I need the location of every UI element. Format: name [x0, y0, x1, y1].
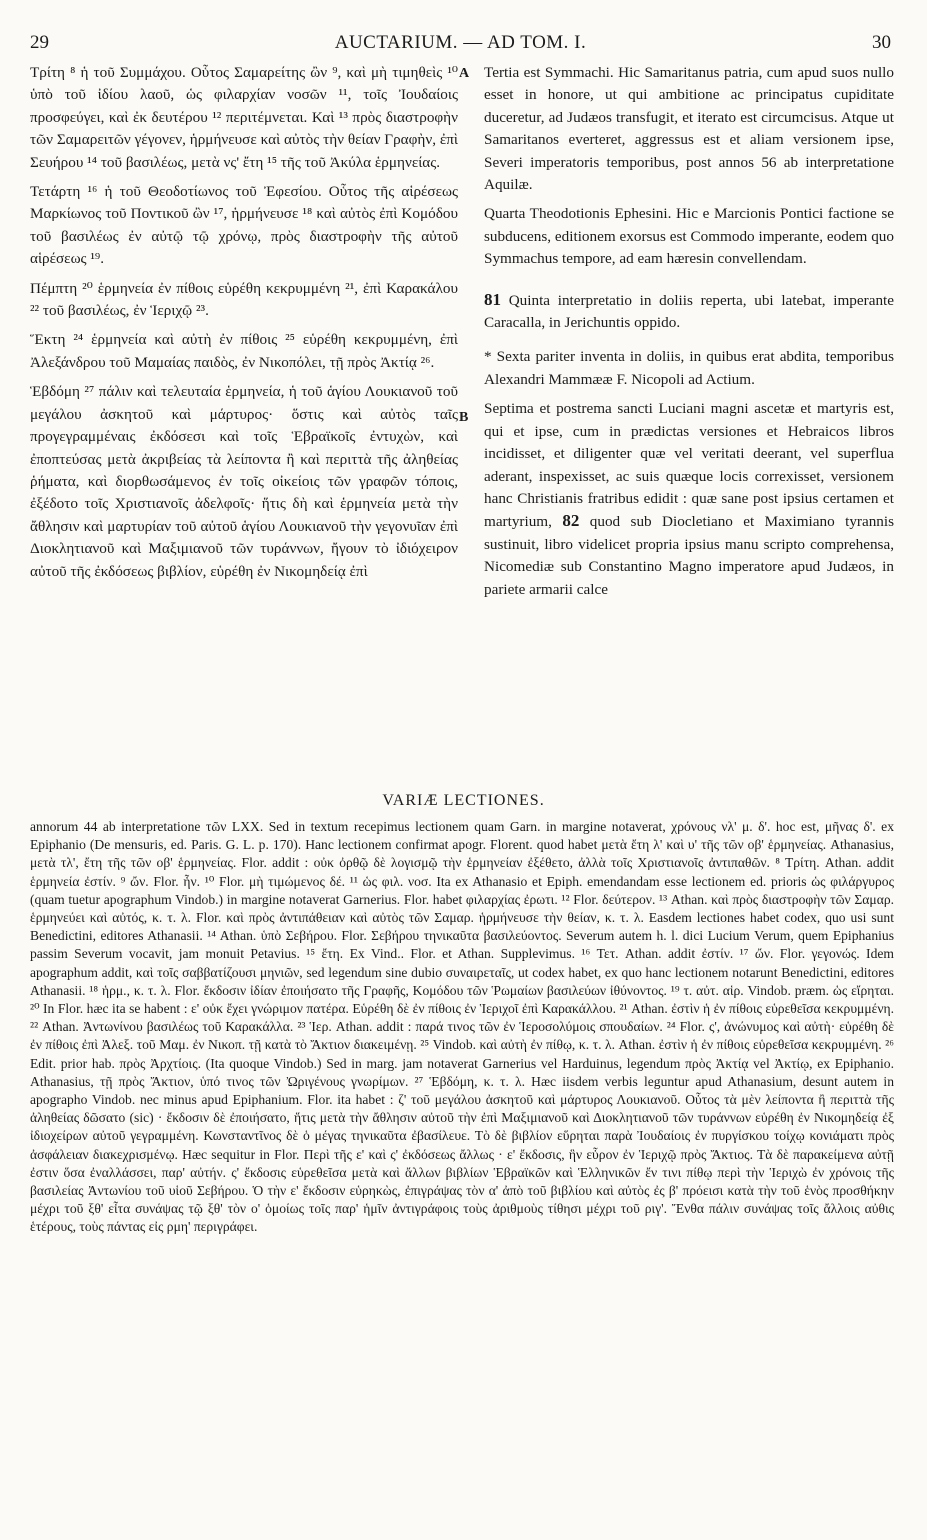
- section-number-82: 82: [562, 511, 580, 531]
- notes-text: annorum 44 ab interpretatione τῶν LXX. Sed in textum recepimus lectionem quam Garn. in margine notaverat, χρόνους νλ' μ. δ'. hoc est, μῆνας δ'. ex Epiphanio (De mensuris, ed. Paris. G. L. p. 170). Hanc lectionem confirmat apogr. Florent. quod habet μετὰ ἔτη λ' καὶ υ' τῆς τῶν οβ' ἑρμηνείας. Athanasius, μετὰ τλ', ἔτη τῆς τῶν οβ' ἑρμηνείας. Flor. addit : οὐκ ὀρθῷ δὲ λογισμῷ τὴν ἑρμηνείαν ἐξέθετο, ἀλλὰ τοῖς Χριστιανοῖς ἀντιπαθῶν. ⁸ Τρίτη. Athan. addit ἑρμηνεία ἐστίν. ⁹ ὤν. Flor. ἦν. ¹⁰ Flor. μὴ τιμώμενος δέ. ¹¹ ὡς φιλ. νοσ. Ita ex Athanasio et Epiph. emendandam esse lectionem ed. prioris ὡς φιλάργυρος (quam tuetur apographum Vindob.) in margine notaverat Garnerius. Flor. habet φιλαρχίας ἐρωτι. ¹² Flor. δεύτερον. ¹³ Athan. καὶ πρὸς διαστροφὴν τῶν Σαμαρ. ἑρμηνεύει καὶ αὐτός, κ. τ. λ. Flor. καὶ πρὸς ἀντιπάθειαν καὶ αὐτὸς τῶν Σαμαρ. ἡρμήνευσε τὴν θείαν, κ. τ. λ. Easdem lectiones habet codex, quo usi sunt Benedictini, editores Athanasii. ¹⁴ Athan. ὑπὸ Σεβήρου. Flor. Σεβήρου τηνικαῦτα βασιλεύοντος. Severum autem h. l. dici Lucium Verum, quem Epiphanius passim Severum vocavit, jam monuit Petavius. ¹⁵ ἔτη. Ex Vind.. Flor. et Athan. Supplevimus. ¹⁶ Τετ. Athan. addit ἐστίν. ¹⁷ ὤν. Flor. γεγονώς. Idem apographum addit, καὶ τοῖς σαββατίζουσι μηνιῶν, sed legendum sine dubio συναιρεταῖς, ut codex habet, ex quo hanc lectionem notarunt Benedictini, editores Athanasii. ¹⁸ ἡρμ., κ. τ. λ. Flor. ἔκδοσιν ἰδίαν ἐποιήσατο τῆς Γραφῆς, Κομόδου τῶν Ῥωμαίων βασιλεύων ἰθύνοντος. ¹⁹ τ. αὐτ. αἱρ. Vindob. præm. ὡς εἴρηται. ²⁰ In Flor. hæc ita se habent : ε' οὐκ ἔχει γνώριμον πατέρα. Εὑρέθη δὲ ἐν πίθοις ἐν Ἱεριχοῖ ἐπὶ Καρακάλλου. ²¹ Athan. ἐστὶν ἡ ἐν πίθοις εὑρεθεῖσα κεκρυμμένη. ²² Athan. Ἀντωνίνου βασιλέως τοῦ Καρακάλλα. ²³ Ἱερ. Athan. addit : παρά τινος τῶν ἐν Ἱεροσολύμοις σπουδαίων. ²⁴ Flor. ς', ἀνώνυμος καὶ αὐτὴ· εὑρέθη δὲ ἐν πίθοις ἐπὶ Ἀλεξ. τοῦ Μαμ. ἐν Νικοπ. τῇ κατὰ τὸ Ἄκτιον διακειμένῃ. ²⁵ Vindob. καὶ αὐτὴ ἐν πίθῳ, κ. τ. λ. Athan. ἐστὶν ἡ ἐν πίθοις εὑρεθεῖσα κεκρυμμένη. ²⁶ Edit. prior hab. πρὸς Ἀρχτίοις. (Ita quoque Vindob.) Sed in marg. jam notaverat Garnerius vel Harduinus, legendum πρὸς Ἀκτίᾳ vel Ἀκτίῳ, ex Epiphanio. Athanasius, τῇ πρὸς Ἄκτιον, ὑπό τινος τῶν Ὠριγένους γνωρίμων. ²⁷ Ἑβδόμη, κ. τ. λ. Hæc iisdem verbis leguntur apud Athanasium, desunt autem in apographo Vindob. nec minus apud Epiphanium. Flor. ita habet : ζ' τοῦ μεγάλου ἀσκητοῦ καὶ μάρτυρος Λουκιανοῦ. Οὗτος τὰ μὲν λείποντα ἢ περιττὰ τῆς ἀληθείας δῶσατο (sic) · ἔκδοσιν δὲ ἐποιήσατο, ἥτις μετὰ τὴν ἄθλησιν αὐτοῦ τὴν ἐπὶ Μαξιμιανοῦ καὶ Διοκλητιανοῦ τῶν τυράννων εὑρέθη ἐν Νικομηδείᾳ ἐξ ἰδιοχείρων αὐτοῦ γεγραμμένη. Κωνσταντῖνος δὲ ὁ μέγας τηνικαῦτα ἐβασίλευε. Τὸ δὲ βιβλίον εὕρηται παρὰ Ἰουδαίοις ἐν πυργίσκου τοίχῳ κονιάματι πρὸς ἀσφάλειαν διακεχρισμένῳ. Hæc sequitur in Flor. Περὶ τῆς ε' καὶ ς' ἐκδόσεως ἄλλως · ε' ἔκδοσις, ἣν εὗρον ἐν Ἱεριχῷ πρὸς Ἄκτιος. Τὰ δὲ παρακείμενα αὐτῇ ἐστιν ὅσα ἐναλλάσσει, παρ' αὐτήν. ς' ἔκδοσις εὑρεθεῖσα μετὰ καὶ ἄλλων βιβλίων Ἑβραϊκῶν καὶ Ἑλληνικῶν ἔν τινι πίθῳ περὶ τὴν Ἱεριχὼ ἐν χρόνοις τῆς βασιλείας Ἀντωνίου τοῦ υἱοῦ Σεβήρου. Ὁ τὴν ε' ἔκδοσιν εὑρηκὼς, ἐπιγράψας τὸν α' ἀπὸ τοῦ βιβλίου καὶ αὐτὸς ἐς β' πρόεισι κατὰ τὴν τοῦ ἑνὸς προσθήκην μέχρι τοῦ ξθ' εἶτα συνάψας τῷ ξθ' τὸν ο' ὁμοίως τοῖς παρ' ἡμῖν ἀντιγράφοις τοὺς ἀριθμοὺς τίθησι μέχρι τοῦ ριγ'. Ἔνθα πάλιν συνάψας τοῖς ἄλλοις αὐθις ἑτέρους, τοὺς πάντας εἰς ρμη' περιγράφει.: [30, 819, 894, 1235]
- running-title: AUCTARIUM. — AD TOM. I.: [334, 32, 587, 53]
- latin-paragraph-sexta: * Sexta pariter inventa in doliis, in quibus erat abdita, temporibus Alexandri Mammææ F. Nicopoli ad Actium.: [484, 348, 894, 388]
- latin-paragraph-quarta: Quarta Theodotionis Ephesini. Hic e Marcionis Pontici factione se subducens, editionem exorsus est Commodo imperante, eodem quo Symmachus tempore, ad eam hæresin convellendam.: [484, 205, 894, 268]
- variant-readings-notes: [30, 818, 894, 1237]
- section-number-81: 81: [484, 289, 501, 309]
- greek-paragraph-hekte: Ἕκτη ²⁴ ἑρμηνεία καὶ αὐτὴ ἐν πίθοις ²⁵ εὑρέθη κεκρυμμένη, ἐπὶ Ἀλεξάνδρου τοῦ Μαμαίας παιδὸς, ἐν Νικοπόλει, τῇ πρὸς Ἀκτίᾳ ²⁶.: [30, 331, 458, 371]
- greek-paragraph-hebdome: Ἑβδόμη ²⁷ πάλιν καὶ τελευταία ἑρμηνεία, ἡ τοῦ ἁγίου Λουκιανοῦ τοῦ μεγάλου ἀσκητοῦ καὶ μάρτυρος· ὅστις καὶ αὐτὸς ταῖς προγεγραμμέναις ἐκδόσεσι καὶ τοῖς Ἑβραϊκοῖς ἐντυχὼν, καὶ ἐποπτεύσας μετὰ ἀκριβείας τὰ λείποντα ἢ καὶ περιττὰ τῆς ἀληθείας ῥήματα, καὶ διορθωσάμενος ἐν τοῖς οἰκείοις τῶν γραφῶν τόποις, ἐξέδοτο τοῖς Χριστιανοῖς ἀδελφοῖς· ἥτις δὴ καὶ ἑρμηνεία μετὰ τὴν ἄθλησιν καὶ μαρτυρίαν τοῦ αὐτοῦ ἁγίου Λουκιανοῦ τὴν γεγονυῖαν ἐπὶ Διοκλητιανοῦ καὶ Μαξιμιανοῦ τῶν τυράννων, ἤγουν τὸ ἰδιόχειρον αὐτοῦ τῆς ἐκδόσεως βιβλίον, εὑρέθη ἐν Νικομηδείᾳ ἐπὶ: [30, 383, 458, 580]
- greek-paragraph-tertia: Τρίτη ⁸ ἡ τοῦ Συμμάχου. Οὗτος Σαμαρείτης ὢν ⁹, καὶ μὴ τιμηθεὶς ¹⁰ ὑπὸ τοῦ ἰδίου λαοῦ, ὡς φιλαρχίαν νοσῶν ¹¹, τοῖς Ἰουδαίοις προσφεύγει, καὶ ἐκ δευτέρου ¹² περιτέμνεται. Καὶ ¹³ πρὸς διαστροφὴν τῶν Σαμαρειτῶν γέγονεν, ἡρμήνευσε καὶ αὐτὸς τὴν θείαν Γραφὴν, ἐπὶ Σευήρου ¹⁴ τοῦ βασιλέως, μετὰ νς' ἔτη ¹⁵ τῆς τοῦ Ἀκύλα ἑρμηνείας.: [30, 64, 458, 171]
- latin-column: [484, 62, 894, 608]
- greek-paragraph-pempte: Πέμπτη ²⁰ ἑρμηνεία ἐν πίθοις εὑρέθη κεκρυμμένη ²¹, ἐπὶ Καρακάλου ²² τοῦ βασιλέως, ἐν Ἱεριχῷ ²³.: [30, 279, 458, 320]
- page-number-right: 30: [872, 32, 891, 53]
- latin-quinta-text: Quinta interpretatio in doliis reperta, ubi latebat, imperante Caracalla, in Jerichuntis oppido.: [484, 291, 894, 332]
- greek-column: [30, 62, 458, 590]
- margin-letter-b: B: [459, 410, 469, 425]
- page-number-left: 29: [30, 32, 49, 53]
- latin-paragraph-septima: [484, 398, 894, 601]
- margin-letter-a: A: [459, 66, 470, 81]
- latin-paragraph-quinta: [484, 289, 894, 335]
- latin-septima-text-a: Septima et postrema sancti Luciani magni ascetæ et martyris est, qui et ipse, cum in prædictas versiones et Hebraicos libros incidisset, et diligenter quæ vel veritati deerant, vel superflua aderant, inspexisset, ac suis quæque locis correxisset, versionem hanc Christianis fratribus edidit : quæ sane post ipsius certamen et martyrium,: [484, 400, 894, 531]
- greek-paragraph-tetarte: Τετάρτη ¹⁶ ἡ τοῦ Θεοδοτίωνος τοῦ Ἐφεσίου. Οὗτος τῆς αἱρέσεως Μαρκίωνος τοῦ Ποντικοῦ ὢν ¹⁷, ἡρμήνευσε ¹⁸ καὶ αὐτὸς ἐπὶ Κομόδου τοῦ βασιλέως ἐν αὐτῷ τῷ χρόνῳ, πρὸς διαστροφὴν τῆς αὐτοῦ αἱρέσεως ¹⁹.: [30, 183, 458, 268]
- latin-paragraph-tertia: Tertia est Symmachi. Hic Samaritanus patria, cum apud suos nullo esset in honore, ut qui ambitione ac principatus cupiditate duceretur, ad Judæos transfugit, et iterato est circumcisus. Atque ut Samaritanos everteret, aggressus est et aliam versionem ipse, Severi imperatoris temporibus, post annos 56 ab interpretatione Aquilæ.: [484, 64, 894, 194]
- latin-septima-text-b: quod sub Diocletiano et Maximiano tyrannis sustinuit, libro videlicet propria ipsius manu scripto comprehensa, Nicomediæ sub Constantino Magno imperatore apud Judæos, in pariete armarii calce: [484, 513, 895, 598]
- variae-lectiones-heading: VARIÆ LECTIONES.: [382, 792, 545, 809]
- running-header: [30, 32, 891, 58]
